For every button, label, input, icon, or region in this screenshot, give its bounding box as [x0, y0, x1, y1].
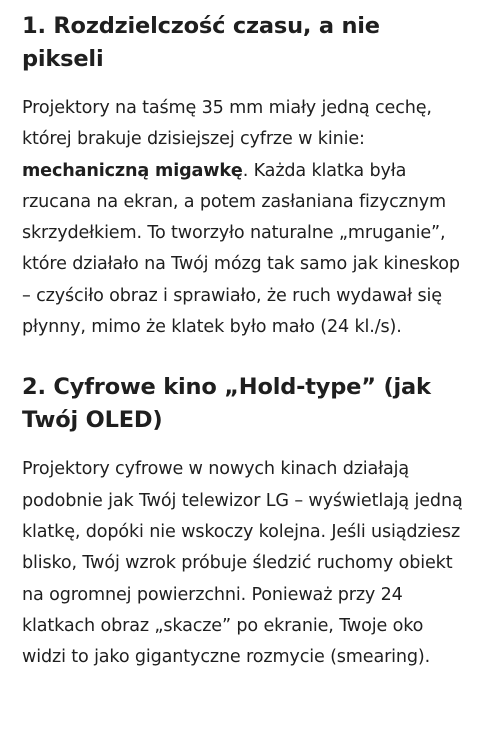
section-1-paragraph-bold: mechaniczną migawkę	[22, 160, 243, 181]
section-1-paragraph-intro: Projektory na taśmę 35 mm miały jedną cechę, której brakuje dzisiejszej cyfrze w kinie:	[22, 98, 432, 150]
section-1-paragraph	[22, 93, 467, 343]
section-2-heading: 2. Cyfrowe kino „Hold-type” (jak Twój OLED)	[22, 374, 431, 434]
section-2-paragraph: Projektory cyfrowe w nowych kinach działają podobnie jak Twój telewizor LG – wyświetlają jedną klatkę, dopóki nie wskoczy kolejna. Jeśli usiądziesz blisko, Twój wzrok próbuje śledzić ruchomy obiekt na ogromnej powierzchni. Ponieważ przy 24 klatkach obraz „skacze” po ekranie, Twoje oko widzi to jako gigantyczne rozmycie (smearing).	[22, 459, 463, 668]
section-1-paragraph-rest: . Każda klatka była rzucana na ekran, a potem zasłaniana fizycznym skrzydełkiem. To tworzyło naturalne „mruganie”, które działało na Twój mózg tak samo jak kineskop – czyściło obraz i sprawiało, że ruch wydawał się płynny, mimo że klatek było mało (24 kl./s).	[22, 160, 460, 338]
section-1-heading: 1. Rozdzielczość czasu, a nie pikseli	[22, 13, 380, 72]
